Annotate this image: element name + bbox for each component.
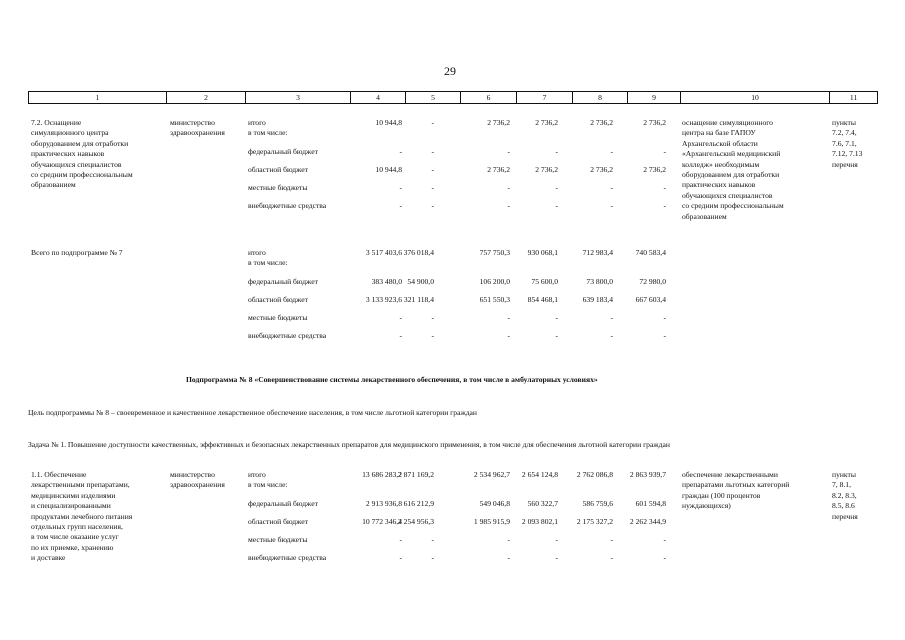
amount-cell: - (610, 183, 613, 192)
activity-name (31, 470, 132, 564)
amount-cell: - (555, 535, 558, 544)
funding-source (248, 295, 308, 305)
activity-name-line: отдельных групп населения, (31, 522, 123, 532)
activity-name-line: оборудованием для отработки (31, 138, 129, 148)
amount-cell: 616 212,9 (403, 499, 434, 508)
funding-source-line: федеральный бюджет (248, 277, 318, 286)
expected-result-line: обеспечение лекарственными (682, 470, 778, 479)
activity-name (31, 248, 123, 258)
list-points-line: пункты (832, 118, 856, 127)
funding-source (248, 248, 288, 269)
activity-name-line: продуктами лечебного питания (31, 511, 133, 521)
amount-cell: 2 262 344,9 (629, 517, 666, 526)
amount-cell: 854 468,1 (527, 295, 558, 304)
funding-source-line: федеральный бюджет (248, 499, 318, 508)
expected-result-line: колледж» необходимым (682, 159, 760, 169)
funding-source-line: областной бюджет (248, 295, 308, 304)
amount-cell: - (663, 313, 666, 322)
header-cell-10: 10 (681, 92, 830, 103)
list-points-line: 7, 8.1, (832, 480, 851, 490)
amount-cell: 2 654 124,8 (521, 470, 558, 479)
amount-cell: 3 133 923,6 (365, 295, 402, 304)
amount-cell: - (431, 165, 434, 174)
amount-cell: - (431, 535, 434, 544)
amount-cell: 2 736,2 (643, 165, 666, 174)
list-points-line: 7.2, 7.4, (832, 128, 857, 138)
expected-result-line: центра на базе ГАПОУ (682, 128, 756, 138)
amount-cell: 930 068,1 (527, 248, 558, 257)
amount-cell: 560 322,7 (527, 499, 558, 508)
amount-cell: 712 983,4 (582, 248, 613, 257)
expected-result-line: практических навыков (682, 180, 756, 190)
funding-source (248, 470, 288, 491)
funding-source-line: итого (248, 470, 266, 479)
list-points-line: 7.12, 7.13 (832, 149, 863, 159)
expected-result-line: граждан (100 процентов (682, 490, 761, 500)
activity-name-line: лекарственными препаратами, (31, 480, 130, 490)
header-cell-2: 2 (167, 92, 246, 103)
amount-cell: - (610, 535, 613, 544)
amount-cell: 10 772 346,4 (362, 517, 402, 526)
amount-cell: 651 550,3 (479, 295, 510, 304)
header-cell-11: 11 (830, 92, 878, 103)
activity-name-line: со средним профессиональным (31, 170, 133, 180)
amount-cell: - (610, 331, 613, 340)
funding-source (248, 147, 318, 157)
amount-cell: - (399, 183, 402, 192)
funding-source (248, 313, 307, 323)
amount-cell: - (663, 553, 666, 562)
amount-cell: 740 583,4 (635, 248, 666, 257)
amount-cell: 376 018,4 (403, 248, 434, 257)
amount-cell: 549 046,8 (479, 499, 510, 508)
amount-cell: 2 175 327,2 (576, 517, 613, 526)
header-cell-5: 5 (406, 92, 461, 103)
amount-cell: - (610, 553, 613, 562)
amount-cell: - (610, 313, 613, 322)
expected-result-line: со средним профессиональным (682, 201, 784, 211)
funding-source-line: местные бюджеты (248, 535, 308, 544)
executor-line: здравоохранения (170, 480, 225, 490)
funding-source-line: внебюджетные средства (248, 553, 327, 562)
expected-result-line: образованием (682, 211, 727, 221)
funding-source (248, 165, 308, 175)
amount-cell: 75 600,0 (531, 277, 558, 286)
page-number: 29 (444, 64, 456, 78)
amount-cell: 10 944,8 (375, 118, 402, 127)
expected-result (682, 470, 789, 512)
funding-source (248, 183, 307, 193)
amount-cell: 2 736,2 (590, 118, 613, 127)
amount-cell: - (399, 331, 402, 340)
expected-result-line: Архангельской области (682, 138, 758, 148)
header-cell-7: 7 (517, 92, 573, 103)
header-cell-8: 8 (573, 92, 628, 103)
amount-cell: - (507, 553, 510, 562)
amount-cell: 10 944,8 (375, 165, 402, 174)
activity-name-line: 1.1. Обеспечение (31, 470, 87, 479)
amount-cell: - (610, 147, 613, 156)
amount-cell: 2 736,2 (487, 118, 510, 127)
amount-cell: 2 871 169,2 (397, 470, 434, 479)
funding-source (248, 277, 318, 287)
funding-source-line: федеральный бюджет (248, 147, 318, 156)
amount-cell: - (555, 553, 558, 562)
amount-cell: - (663, 535, 666, 544)
amount-cell: - (507, 201, 510, 210)
amount-cell: - (663, 183, 666, 192)
amount-cell: 383 480,0 (371, 277, 402, 286)
executor-line: министерство (170, 470, 215, 479)
subprogram-title: Подпрограмма № 8 «Совершенствование системы лекарственного обеспечения, в том числе в амбулаторных условиях» (186, 375, 598, 384)
activity-name-line: по их приемке, хранению (31, 542, 114, 552)
amount-cell: - (555, 313, 558, 322)
expected-result-line: оснащение симуляционного (682, 118, 773, 127)
header-cell-9: 9 (628, 92, 681, 103)
list-points-line: перечня (832, 159, 858, 169)
expected-result (682, 118, 784, 222)
activity-name-line: и доставке (31, 553, 66, 563)
funding-source-line: в том числе: (248, 258, 288, 268)
amount-cell: 2 254 956,3 (397, 517, 434, 526)
amount-cell: 2 736,2 (590, 165, 613, 174)
amount-cell: - (507, 535, 510, 544)
executor (170, 118, 225, 139)
amount-cell: 106 200,0 (479, 277, 510, 286)
amount-cell: 2 534 962,7 (473, 470, 510, 479)
list-points (832, 470, 858, 522)
expected-result-line: обучающихся специалистов (682, 190, 773, 200)
activity-name-line: Всего по подпрограмме № 7 (31, 248, 123, 257)
funding-source-line: внебюджетные средства (248, 331, 327, 340)
funding-source-line: итого (248, 118, 266, 127)
amount-cell: - (399, 553, 402, 562)
subprogram-task: Задача № 1. Повышение доступности качественных, эффективных и безопасных лекарственных препаратов для медицинского применения, в том числе для обеспечения льготной категории граждан (28, 440, 670, 449)
table-header (28, 91, 878, 104)
amount-cell: - (431, 201, 434, 210)
executor-line: министерство (170, 118, 215, 127)
amount-cell: - (431, 331, 434, 340)
funding-source (248, 535, 307, 545)
activity-name-line: симуляционного центра (31, 128, 109, 138)
activity-name-line: практических навыков (31, 149, 105, 159)
amount-cell: - (507, 313, 510, 322)
funding-source-line: в том числе: (248, 480, 288, 490)
expected-result-line: препаратами льготных категорий (682, 480, 790, 490)
expected-result-line: оборудованием для отработки (682, 170, 780, 180)
amount-cell: 2 736,2 (643, 118, 666, 127)
amount-cell: - (431, 118, 434, 127)
amount-cell: 2 736,2 (487, 165, 510, 174)
amount-cell: 72 980,0 (639, 277, 666, 286)
amount-cell: - (555, 183, 558, 192)
amount-cell: 667 603,4 (635, 295, 666, 304)
amount-cell: - (399, 313, 402, 322)
funding-source (248, 553, 326, 563)
amount-cell: 3 517 403,6 (365, 248, 402, 257)
funding-source (248, 517, 308, 527)
header-cell-3: 3 (246, 92, 351, 103)
amount-cell: 2 863 939,7 (629, 470, 666, 479)
activity-name-line: и специализированными (31, 501, 111, 511)
funding-source-line: внебюджетные средства (248, 201, 327, 210)
amount-cell: 321 118,4 (403, 295, 434, 304)
header-cell-6: 6 (461, 92, 517, 103)
list-points-line: 7.6, 7.1, (832, 138, 857, 148)
activity-name-line: в том числе оказание услуг (31, 532, 119, 542)
executor-line: здравоохранения (170, 128, 225, 138)
amount-cell: - (555, 331, 558, 340)
activity-name-line: обучающихся специалистов (31, 159, 122, 169)
list-points-line: 8.2, 8.3, (832, 490, 857, 500)
amount-cell: - (555, 147, 558, 156)
amount-cell: - (399, 147, 402, 156)
expected-result-line: «Архангельский медицинский (682, 149, 781, 159)
activity-name (31, 118, 133, 191)
amount-cell: 2 093 802,1 (521, 517, 558, 526)
list-points-line: перечня (832, 511, 858, 521)
activity-name-line: медицинскими изделиями (31, 490, 116, 500)
amount-cell: - (555, 201, 558, 210)
amount-cell: 586 759,6 (582, 499, 613, 508)
amount-cell: - (399, 535, 402, 544)
header-cell-1: 1 (29, 92, 167, 103)
amount-cell: 54 900,0 (407, 277, 434, 286)
amount-cell: 2 736,2 (535, 118, 558, 127)
funding-source-line: местные бюджеты (248, 313, 308, 322)
funding-source (248, 331, 326, 341)
amount-cell: - (431, 147, 434, 156)
funding-source (248, 118, 288, 139)
amount-cell: - (663, 331, 666, 340)
activity-name-line: образованием (31, 180, 76, 190)
amount-cell: - (507, 147, 510, 156)
funding-source (248, 201, 326, 211)
funding-source-line: областной бюджет (248, 517, 308, 526)
funding-source-line: итого (248, 248, 266, 257)
header-cell-4: 4 (351, 92, 406, 103)
amount-cell: 2 736,2 (535, 165, 558, 174)
amount-cell: - (431, 313, 434, 322)
funding-source-line: областной бюджет (248, 165, 308, 174)
funding-source-line: в том числе: (248, 128, 288, 138)
amount-cell: - (431, 553, 434, 562)
activity-name-line: 7.2. Оснащение (31, 118, 82, 127)
amount-cell: 2 762 086,8 (576, 470, 613, 479)
list-points-line: пункты (832, 470, 856, 479)
executor (170, 470, 225, 491)
amount-cell: 1 985 915,9 (473, 517, 510, 526)
amount-cell: - (431, 183, 434, 192)
amount-cell: - (399, 201, 402, 210)
amount-cell: 13 686 283,2 (362, 470, 402, 479)
amount-cell: 2 913 936,8 (365, 499, 402, 508)
amount-cell: - (507, 183, 510, 192)
funding-source-line: местные бюджеты (248, 183, 308, 192)
funding-source (248, 499, 318, 509)
list-points-line: 8.5, 8.6 (832, 501, 855, 511)
amount-cell: 639 183,4 (582, 295, 613, 304)
amount-cell: 757 750,3 (479, 248, 510, 257)
list-points (832, 118, 862, 170)
amount-cell: 73 800,0 (586, 277, 613, 286)
amount-cell: - (507, 331, 510, 340)
amount-cell: - (663, 201, 666, 210)
amount-cell: - (663, 147, 666, 156)
amount-cell: 601 594,8 (635, 499, 666, 508)
expected-result-line: нуждающихся) (682, 501, 731, 511)
amount-cell: - (610, 201, 613, 210)
subprogram-goal: Цель подпрограммы № 8 – своевременное и качественное лекарственное обеспечение населения, в том числе льготной категории граждан (28, 408, 477, 417)
